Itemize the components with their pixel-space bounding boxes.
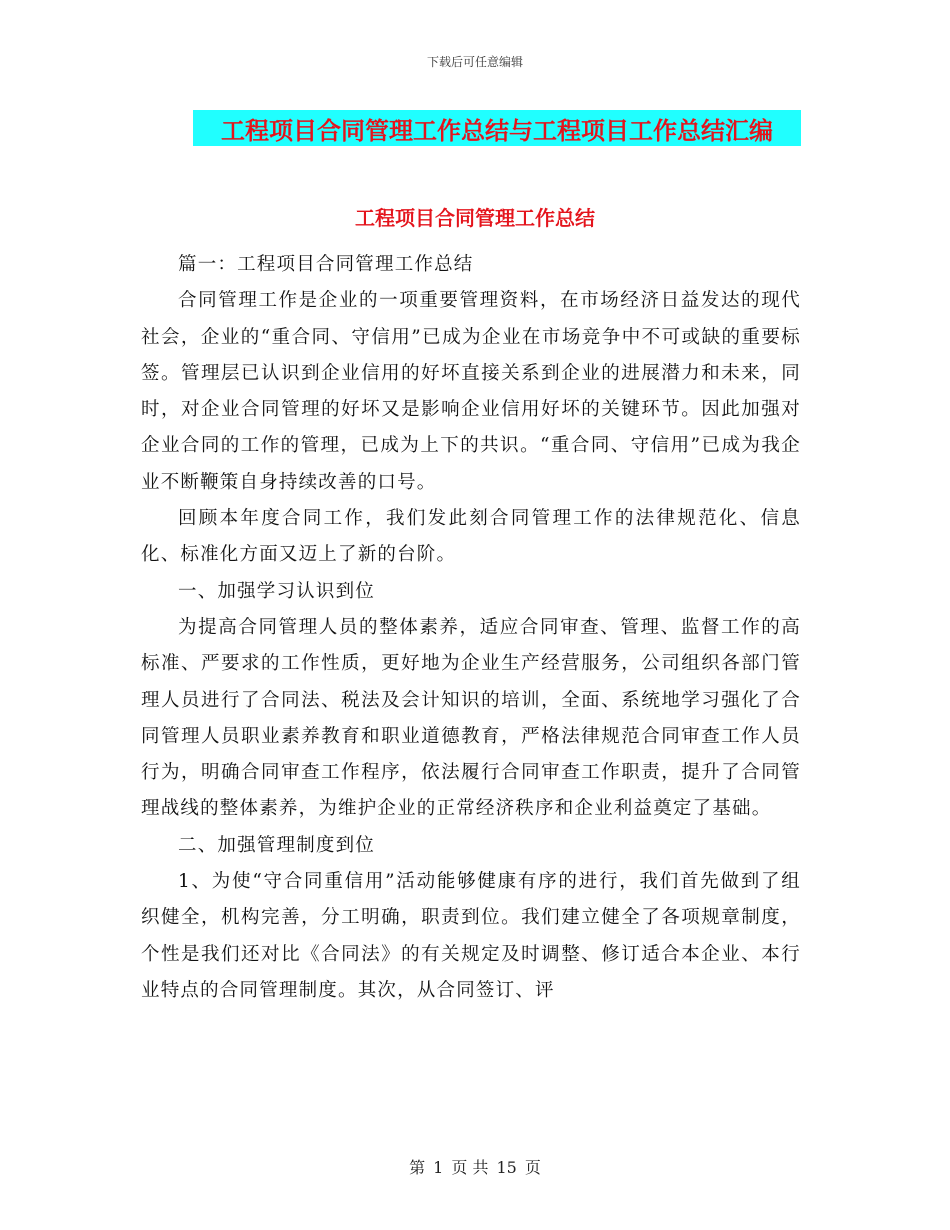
paragraph: 合同管理工作是企业的一项重要管理资料，在市场经济日益发达的现代社会，企业的“重合同、守信用”已成为企业在市场竞争中不可或缺的重要标签。管理层已认识到企业信用的好坏直接关系到企业的进展潜力和未来，同时，对企业合同管理的好坏又是影响企业信用好坏的关键环节。因此加强对企业合同的工作的管理，已成为上下的共识。“重合同、守信用”已成为我企业不断鞭策自身持续改善的口号。	[141, 290, 801, 493]
main-title-highlight	[193, 110, 801, 146]
paragraph: 为提高合同管理人员的整体素养，适应合同审查、管理、监督工作的高标准、严要求的工作性质，更好地为企业生产经营服务，公司组织各部门管理人员进行了合同法、税法及会计知识的培训，全面、系统地学习强化了合同管理人员职业素养教育和职业道德教育，严格法律规范合同审查工作人员行为，明确合同审查工作程序，依法履行合同审查工作职责，提升了合同管理战线的整体素养，为维护企业的正常经济秩序和企业利益奠定了基础。	[141, 616, 801, 820]
footer-suffix: 页	[524, 1158, 541, 1177]
page-footer	[0, 1155, 950, 1178]
main-title: 工程项目合同管理工作总结与工程项目工作总结汇编	[221, 116, 773, 145]
footer-prefix: 第	[409, 1158, 426, 1177]
section-heading: 一、加强学习认识到位	[178, 580, 376, 602]
paragraph: 1、为使“守合同重信用”活动能够健康有序的进行，我们首先做到了组织健全，机构完善，分工明确，职责到位。我们建立健全了各项规章制度，个性是我们还对比《合同法》的有关规定及时调整、修订适合本企业、本行业特点的合同管理制度。其次，从合同签订、评	[141, 871, 801, 1001]
section-heading: 二、加强管理制度到位	[178, 834, 376, 856]
footer-mid: 页 共	[451, 1158, 489, 1177]
footer-total-pages: 15	[496, 1158, 517, 1177]
footer-page-number: 1	[433, 1158, 444, 1177]
document-body	[141, 247, 801, 1009]
paragraph-section-label: 篇一：工程项目合同管理工作总结	[178, 254, 474, 275]
header-note: 下载后可任意编辑	[426, 55, 523, 69]
paragraph: 回顾本年度合同工作，我们发此刻合同管理工作的法律规范化、信息化、标准化方面又迈上了新的台阶。	[141, 508, 801, 566]
sub-title: 工程项目合同管理工作总结	[355, 206, 595, 230]
